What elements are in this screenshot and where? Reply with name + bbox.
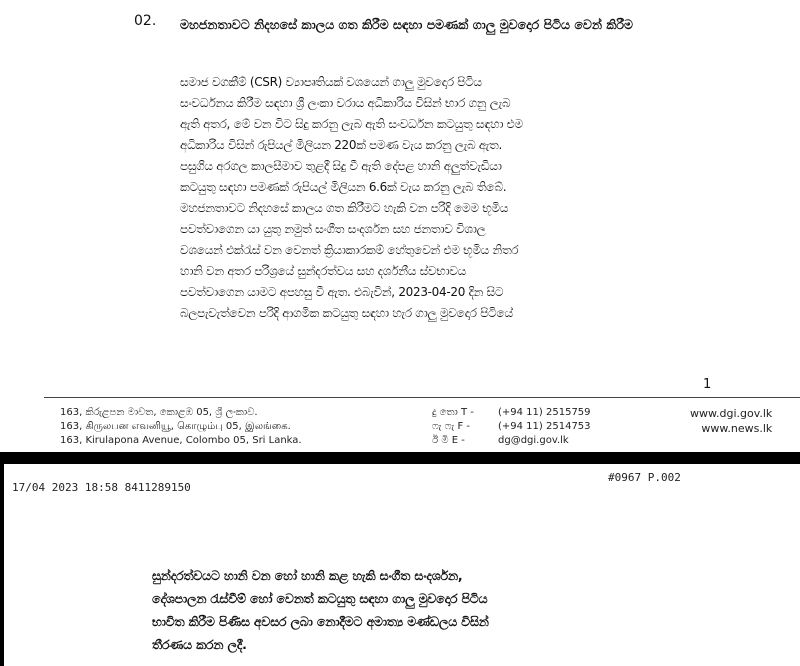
address-tamil: 163, கிருலபன எவனியூ, கொழும்பு 05, இலங்கை. bbox=[60, 421, 291, 432]
website-dgi: www.dgi.gov.lk bbox=[690, 407, 773, 420]
footer-contacts bbox=[432, 406, 591, 448]
address-english: 163, Kirulapona Avenue, Colombo 05, Sri Lanka. bbox=[60, 435, 302, 446]
contact-fax: ෆැ ෆැ F - (+94 11) 2514753 bbox=[432, 421, 591, 432]
section-paragraph: සමාජ වගකීම් (CSR) ව්‍යාපෘතියක් වශයෙන් ගාලු මුවදොර පිටිය සංවර්ධනය කිරීම සඳහා ශ්‍රී ලංකා වරාය අධිකාරිය විසින් භාර ගනු ලැබ ඇති අතර, මේ වන විට සිදු කරනු ලැබ ඇති සංවර්ධන කටයුතු සඳහා එම අධිකාරිය විසින් රුපියල් මිලියන 220ක් පමණ වැය කරනු ලැබ ඇත. පසුගිය අරගල කාලසීමාව තුළදී සිදු වී ඇති දේපළ හානි අලුත්වැඩියා කටයුතු සඳහා පමණක් රුපියල් මිලියන 6.6ක් වැය කරනු ලැබ තිබේ. මහජනතාවට නිදහසේ කාලය ගත කිරීමට හැකි වන පරිදි මෙම භූමිය පවත්වාගෙන යා යුතු නමුත් සංගීත සංදර්ශන සහ ජනතාව විශාල වශයෙන් එක්රැස් වන වෙනත් ක්‍රියාකාරකම් හේතුවෙන් එම භූමිය නිතර හානි වන අතර පරිශ්‍රයේ සුන්දරත්වය සහ දර්ශනීය ස්වභාවය පවත්වාගෙන යාමට අපහසු වී ඇත. එබැවින්, 2023-04-20 දින සිට බලපැවැත්වෙන පරිදි ආගමික කටයුතු සඳහා හැර ගාලු මුවදොර පිටියේ bbox=[180, 75, 523, 320]
contact-telephone: දු තො T - (+94 11) 2515759 bbox=[432, 407, 591, 418]
section-heading: මහජනතාවට නිදහසේ කාලය ගත කිරීම සඳහා පමණක් ගාලු මුවදොර පිටිය වෙන් කිරීම bbox=[180, 17, 634, 32]
section-number: 02. bbox=[134, 13, 157, 29]
footer-websites bbox=[690, 406, 772, 436]
contact-email: ඊ මි E - dg@dgi.gov.lk bbox=[432, 435, 569, 446]
fax-header-date: 17/04 2023 18:58 8411289150 bbox=[12, 481, 191, 494]
decision-paragraph: සුන්දරත්වයට හානි වන හෝ හානි කළ හැකි සංගීත සංදර්ශන, දේශපාලන රැස්වීම් හෝ වෙනත් කටයුතු සඳහා ගාලු මුවදොර පිටිය භාවිත කිරීම පිණිස අවසර ලබා නොදීමට අමාත්‍ය මණ්ඩලය විසින් තීරණය කරන ලදී. bbox=[152, 568, 489, 652]
footer-address bbox=[60, 406, 302, 448]
address-sinhala: 163, කිරුළපන මාවත, කොළඹ 05, ශ්‍රී ලංකාව. bbox=[60, 407, 258, 418]
fax-header-page: #0967 P.002 bbox=[608, 471, 681, 484]
page-number: 1 bbox=[703, 377, 712, 392]
footer-divider bbox=[44, 397, 800, 398]
page-two bbox=[4, 464, 800, 666]
website-news: www.news.lk bbox=[701, 422, 773, 435]
